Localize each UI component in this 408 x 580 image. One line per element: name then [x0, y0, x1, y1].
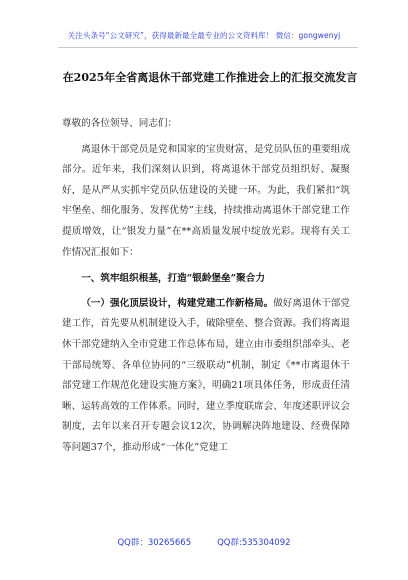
- footer-contact: [0, 536, 408, 548]
- subsection-heading-1: （一）强化顶层设计，构建党建工作新格局。: [81, 297, 274, 309]
- header-banner: 关注头条号“公文研究”，获得最新最全最专业的公文资料库！ 微信：gongwenyj: [67, 31, 341, 40]
- section-heading-1: 一、筑牢组织根基，打造“银龄堡垒”聚合力: [81, 273, 265, 285]
- subsection-paragraph-1: [62, 294, 350, 459]
- intro-paragraph: 离退休干部党员是党和国家的宝贵财富，是党员队伍的重要组成部分。近年来，我们深刻认识到，将离退休干部党员组织好、凝聚好，是从严从实抓牢党员队伍建设的关键一环。为此，我们紧扣“筑牢堡垒、细化服务、发挥优势”主线，持续推动离退休干部党建工作提质增效，让“银发力量”在**高质量发展中绽放光彩。现将有关工作情况汇报如下：: [62, 143, 350, 258]
- header-divider: [58, 47, 358, 48]
- footer-qq-group-2: QQ群:535304092: [217, 538, 291, 548]
- subsection-body-1: 做好离退休干部党建工作，首先要从机制建设入手，破除壁垒、整合资源。我们将离退休干部党建纳入全市党建工作总体布局，建立由市委组织部牵头、老干部局统筹、各单位协同的“三级联动”机制，制定《**市离退休干部党建工作规范化建设实施方案》，明确21项具体任务，形成责任清晰、运转高效的工作体系。同时，建立季度联席会、年度述职评议会制度，去年以来召开专题会议12次，协调解决阵地建设、经费保障等问题37个，推动形成“一体化”党建工: [62, 297, 351, 453]
- document-title: 在2025年全省离退休干部党建工作推进会上的汇报交流发言: [62, 71, 358, 84]
- salutation: 尊敬的各位领导、同志们：: [62, 118, 178, 129]
- footer-qq-group-1: QQ群：30265665: [117, 538, 192, 548]
- document-body: [62, 114, 350, 459]
